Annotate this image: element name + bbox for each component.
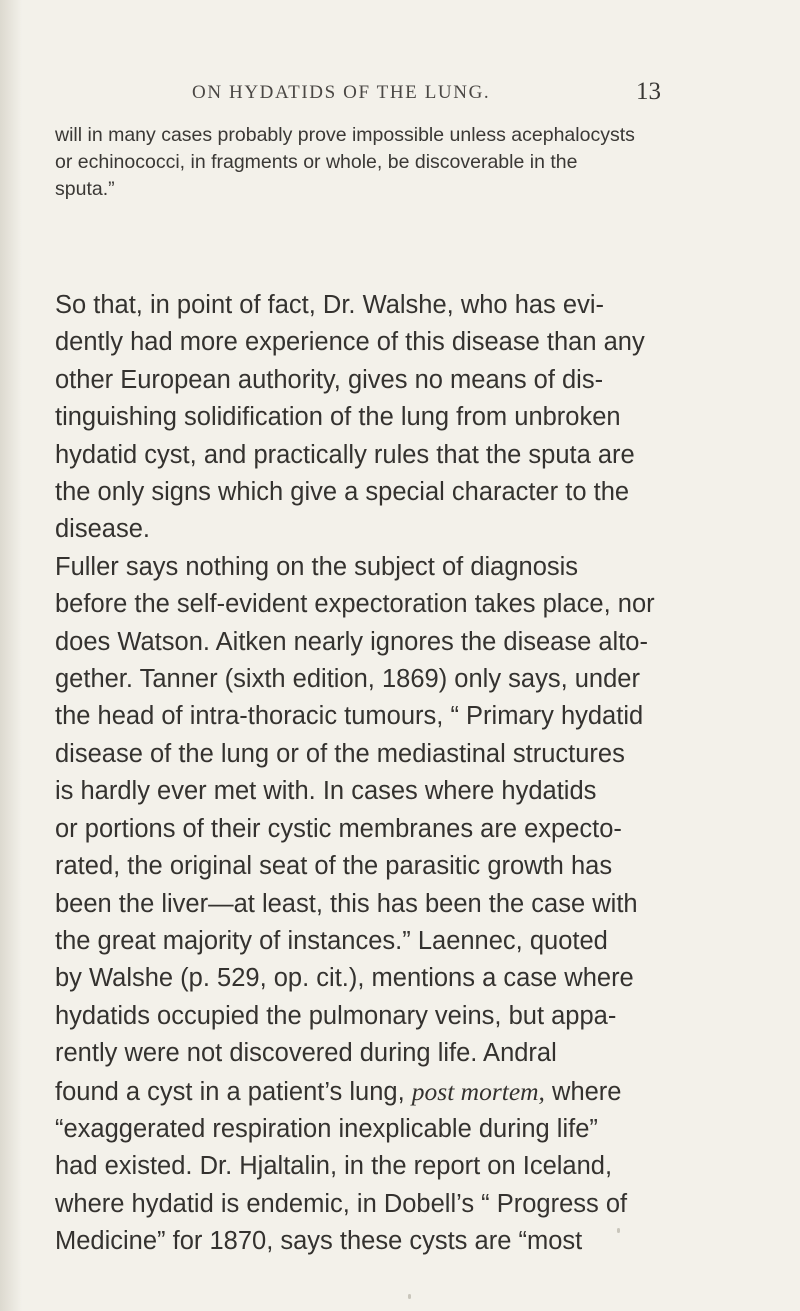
paragraph-2-line (55, 1073, 760, 1111)
text-line: sputa.” (55, 178, 115, 200)
paragraph-2-line: hydatids occupied the pulmonary veins, but appa- (55, 1001, 617, 1030)
body-text (55, 287, 760, 1261)
paper-speck (617, 1228, 620, 1233)
paragraph-1-line: tinguishing solidification of the lung from unbroken (55, 403, 621, 432)
running-title: ON HYDATIDS OF THE LUNG. (192, 82, 491, 103)
paragraph-1-line: hydatid cyst, and practically rules that the sputa are (55, 440, 635, 469)
paragraph-2-line: Fuller says nothing on the subject of diagnosis (55, 552, 579, 581)
page-header (0, 78, 800, 112)
paragraph-1-line: disease. (55, 515, 150, 544)
text-line: will in many cases probably prove impossible unless acephalocysts (55, 124, 635, 146)
paragraph-2-line: “exaggerated respiration inexplicable during life” (55, 1114, 598, 1143)
paragraph-2-line: where hydatid is endemic, in Dobell’s “ Progress of (55, 1189, 628, 1218)
paragraph-2-line: disease of the lung or of the mediastinal structures (55, 739, 625, 768)
quote-continuation (55, 122, 755, 203)
text-line: or echinococci, in fragments or whole, be discoverable in the (55, 151, 578, 173)
paragraph-2-line: had existed. Dr. Hjaltalin, in the report on Iceland, (55, 1152, 613, 1181)
paper-speck (408, 1294, 411, 1299)
paragraph-2-line: rated, the original seat of the parasitic growth has (55, 852, 613, 881)
paragraph-2-line: before the self-evident expectoration takes place, nor (55, 590, 655, 619)
text-run: found a cyst in a patient’s lung, (55, 1077, 412, 1106)
paragraph-1-line: the only signs which give a special character to the (55, 478, 630, 507)
paragraph-2-line: the head of intra-thoracic tumours, “ Primary hydatid (55, 702, 644, 731)
paragraph-2-line: the great majority of instances.” Laennec, quoted (55, 926, 608, 955)
paragraph-2-line: rently were not discovered during life. Andral (55, 1039, 557, 1068)
page-number: 13 (636, 78, 661, 105)
paragraph-1-line: So that, in point of fact, Dr. Walshe, who has evi- (55, 291, 604, 319)
paragraph-2-line: Medicine” for 1870, says these cysts are “most (55, 1227, 583, 1256)
paragraph-2-line: gether. Tanner (sixth edition, 1869) only says, under (55, 665, 640, 694)
italic-phrase: post mortem, (411, 1076, 545, 1106)
page-edge-shadow (0, 0, 22, 1311)
text-run: where (544, 1077, 622, 1106)
paragraph-2-line: or portions of their cystic membranes are expecto- (55, 814, 622, 843)
paragraph-2-line: does Watson. Aitken nearly ignores the disease alto- (55, 627, 648, 656)
paragraph-2-line: been the liver—at least, this has been the case with (55, 889, 638, 918)
paragraph-1-line: dently had more experience of this disease than any (55, 328, 645, 357)
paragraph-2-line: is hardly ever met with. In cases where hydatids (55, 777, 597, 806)
paragraph-1-line: other European authority, gives no means of dis- (55, 365, 604, 394)
paragraph-2-line: by Walshe (p. 529, op. cit.), mentions a case where (55, 964, 634, 993)
